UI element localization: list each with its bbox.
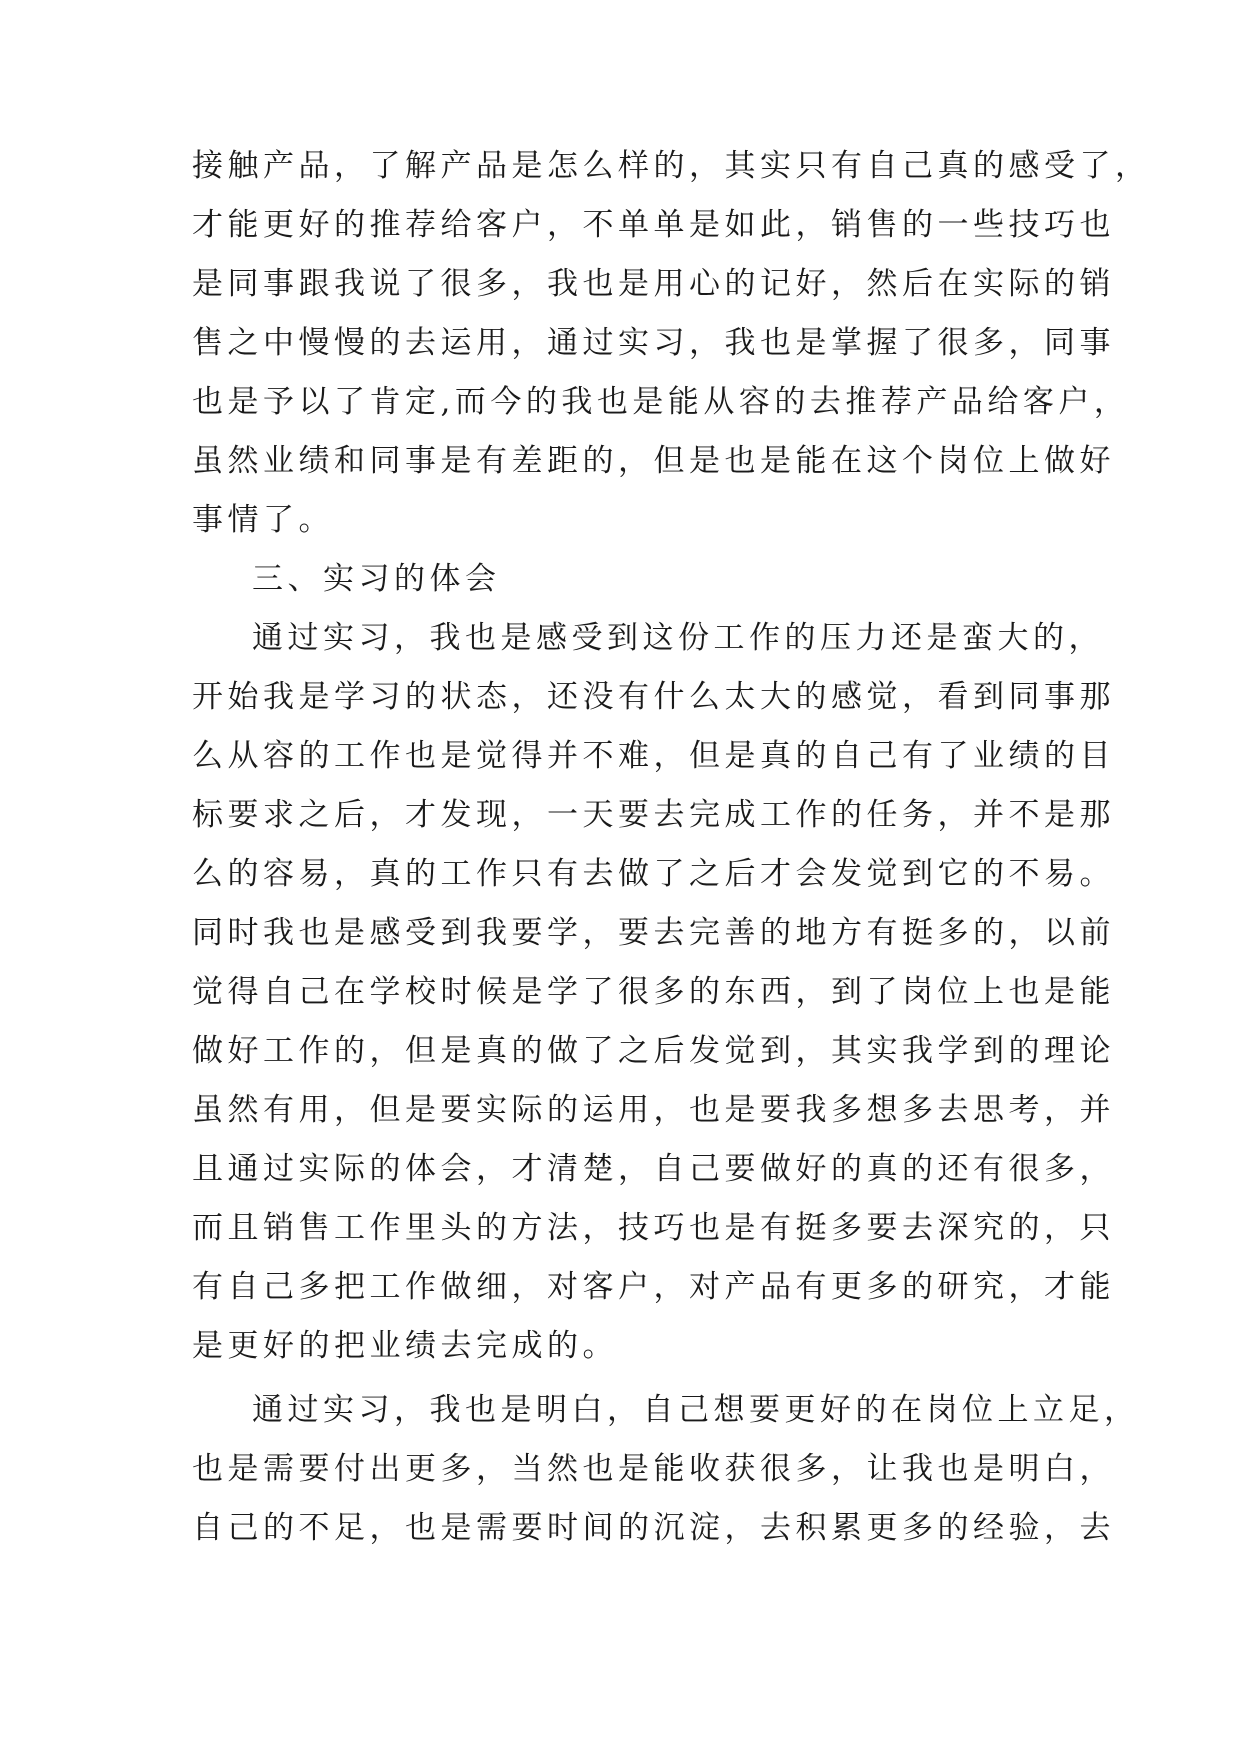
- text-line: 才能更好的推荐给客户，不单单是如此，销售的一些技巧也: [192, 207, 1115, 243]
- text-line: 开始我是学习的状态，还没有什么太大的感觉，看到同事那: [192, 679, 1115, 715]
- text-line: 么的容易，真的工作只有去做了之后才会发觉到它的不易。: [192, 856, 1115, 892]
- section-heading: 三、实习的体会: [252, 561, 501, 597]
- paragraph-first-line: 通过实习，我也是感受到这份工作的压力还是蛮大的，: [252, 620, 1104, 656]
- text-line: 是同事跟我说了很多，我也是用心的记好，然后在实际的销: [192, 266, 1115, 302]
- text-line: 接触产品，了解产品是怎么样的，其实只有自己真的感受了，: [192, 148, 1151, 184]
- text-line: 而且销售工作里头的方法，技巧也是有挺多要去深究的，只: [192, 1210, 1115, 1246]
- text-line: 自己的不足，也是需要时间的沉淀，去积累更多的经验，去: [192, 1510, 1115, 1546]
- text-line: 且通过实际的体会，才清楚，自己要做好的真的还有很多，: [192, 1151, 1115, 1187]
- text-line: 虽然有用，但是要实际的运用，也是要我多想多去思考，并: [192, 1092, 1115, 1128]
- text-line: 也是予以了肯定,而今的我也是能从容的去推荐产品给客户，: [192, 384, 1130, 420]
- paragraph-first-line: 通过实习，我也是明白，自己想要更好的在岗位上立足，: [252, 1392, 1140, 1428]
- text-line: 虽然业绩和同事是有差距的，但是也是能在这个岗位上做好: [192, 443, 1115, 479]
- text-line: 么从容的工作也是觉得并不难，但是真的自己有了业绩的目: [192, 738, 1115, 774]
- text-line: 售之中慢慢的去运用，通过实习，我也是掌握了很多，同事: [192, 325, 1115, 361]
- text-line: 有自己多把工作做细，对客户，对产品有更多的研究，才能: [192, 1269, 1115, 1305]
- text-line: 做好工作的，但是真的做了之后发觉到，其实我学到的理论: [192, 1033, 1115, 1069]
- text-line: 是更好的把业绩去完成的。: [192, 1328, 618, 1364]
- text-line: 觉得自己在学校时候是学了很多的东西，到了岗位上也是能: [192, 974, 1115, 1010]
- text-line: 也是需要付出更多，当然也是能收获很多，让我也是明白，: [192, 1451, 1115, 1487]
- text-line: 标要求之后，才发现，一天要去完成工作的任务，并不是那: [192, 797, 1115, 833]
- text-line: 事情了。: [192, 502, 334, 538]
- text-line: 同时我也是感受到我要学，要去完善的地方有挺多的，以前: [192, 915, 1115, 951]
